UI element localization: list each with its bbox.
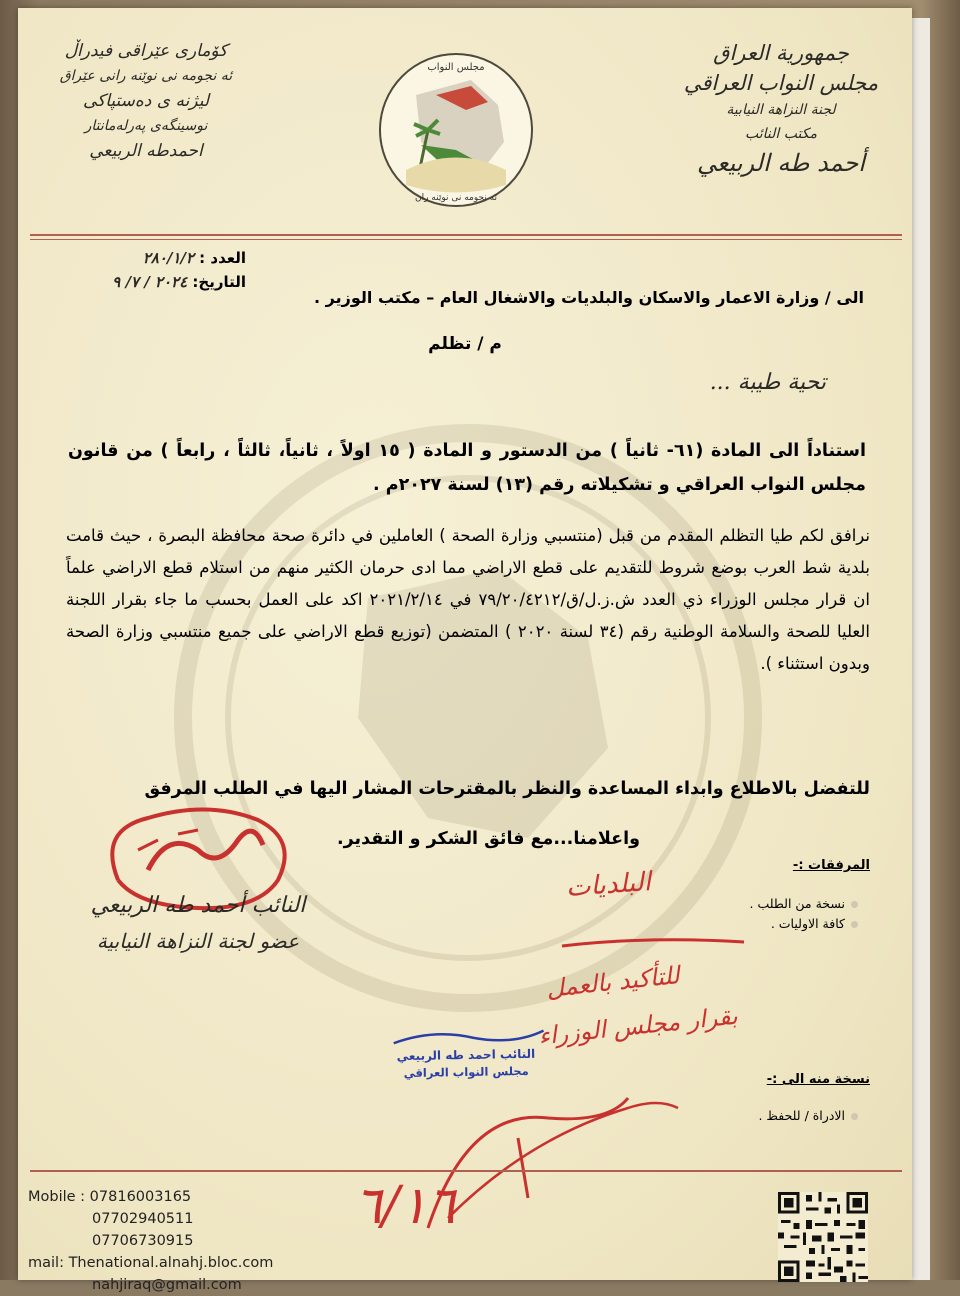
handwritten-date: ٦/١٦ bbox=[354, 1176, 456, 1236]
header-parliament: مجلس النواب العراقي bbox=[683, 71, 879, 95]
header-left-mp-name: احمدطه الربيعي bbox=[89, 141, 203, 161]
request-line-1: للتفضل بالاطلاع وابداء المساعدة والنظر بالمقترحات المشار اليها في الطلب المرفق bbox=[144, 779, 870, 799]
recipient-line: الى / وزارة الاعمار والاسكان والبلديات والاشغال العام – مكتب الوزير . bbox=[314, 288, 864, 307]
body-paragraph: نرافق لكم طيا التظلم المقدم من قبل (منتسبي وزارة الصحة ) العاملين في دائرة صحة محافظة البصرة ، حيث قامت بلدية شط العرب بوضع شروط للتقديم على قطع الاراضي مما ادى حرمان الكثير منهم من استلام قطع الاراضي علماً ان قرار مجلس الوزراء ذي العدد ش.ز.ل/ق/٧٩/٢٠/٤٢١٢ في ٢٠٢١/٢/١٤ اكد على العمل بحسب ما جاء بقرار اللجنة العليا للصحة والسلامة الوطنية رقم (٣٤ لسنة ٢٠٢٠ ) المتضمن (توزيع قطع الاراضي على جميع منتسبي وزارة الصحة وبدون استثناء ). bbox=[66, 526, 870, 673]
date-value: ٢٠٢٤ / ٧/ ٩ bbox=[112, 273, 188, 291]
email-2: nahjiraq@gmail.com bbox=[92, 1277, 242, 1293]
stamp-line-2: مجلس النواب العراقي bbox=[403, 1063, 529, 1081]
header-left-committee: لیژنه ی دەستپاکی bbox=[82, 91, 210, 111]
email-label: mail: bbox=[28, 1255, 64, 1271]
header-mp-name: أحمد طه الربيعي bbox=[697, 149, 865, 177]
logo-bottom-text: ئه نجومه نی نوێنه ران bbox=[414, 193, 498, 203]
legal-basis-paragraph: استناداً الى المادة (٦١- ثانياً ) من الدستور و المادة ( ١٥ اولاً ، ثانياً، ثالثاً ، رابعاً ) من قانون مجلس النواب العراقي و تشكيلاته رقم (١٣) لسنة ٢٠٢٧م . bbox=[68, 441, 866, 495]
header-country: جمهورية العراق bbox=[713, 41, 849, 65]
date-label: التاريخ: bbox=[192, 273, 246, 291]
handwritten-note-3: بقرار مجلس الوزراء bbox=[537, 1001, 739, 1051]
attachments-title: المرفقات :- bbox=[792, 858, 870, 873]
contact-block bbox=[28, 1186, 273, 1296]
reference-block bbox=[46, 246, 246, 294]
header-left-parliament: ئه نجومه نی نوێنه رانی عێراق bbox=[59, 68, 233, 84]
header-left-block bbox=[36, 38, 256, 164]
phone-1: 07816003165 bbox=[89, 1189, 192, 1205]
signatory-name: النائب أحمد طه الربيعي bbox=[90, 893, 306, 918]
attachment-item: كافة الاوليات . bbox=[771, 916, 858, 931]
letter-page bbox=[18, 8, 912, 1293]
footer-rule bbox=[30, 1170, 902, 1172]
signature-block bbox=[88, 888, 308, 958]
greeting: تحية طيبة ... bbox=[709, 370, 826, 395]
header-rule-top bbox=[30, 234, 902, 236]
email-1: Thenational.alnahj.bloc.com bbox=[68, 1255, 274, 1271]
header-committee: لجنة النزاهة النيابية bbox=[726, 102, 836, 118]
header-left-country: كۆماری عێراقی فیدراڵ bbox=[64, 41, 228, 61]
header-left-office: نوسینگەی پەرلەمانتار bbox=[84, 118, 208, 134]
qr-code-icon bbox=[778, 1192, 868, 1282]
phone-2: 07702940511 bbox=[92, 1211, 194, 1227]
header-right-block bbox=[676, 38, 886, 180]
attachment-item: نسخة من الطلب . bbox=[750, 896, 858, 911]
request-line-2: واعلامنا...مع فائق الشكر و التقدير. bbox=[337, 829, 640, 849]
handwritten-note-1: البلديات bbox=[565, 867, 652, 903]
handwritten-note-2: للتأكيد بالعمل bbox=[544, 961, 681, 1003]
note-underline bbox=[558, 934, 748, 954]
parliament-logo bbox=[376, 50, 536, 210]
phone-3: 07706730915 bbox=[92, 1233, 194, 1249]
number-value: ٢٨٠/١/٢ bbox=[142, 249, 194, 267]
copy-to-item: الادراة / للحفظ . bbox=[758, 1108, 858, 1123]
mobile-label: Mobile : bbox=[28, 1189, 86, 1205]
header-office: مكتب النائب bbox=[745, 126, 817, 142]
number-label: العدد : bbox=[199, 249, 246, 267]
copy-to-title: نسخة منه الى :- bbox=[766, 1072, 870, 1087]
stamp-line-1: النائب احمد طه الربيعي bbox=[396, 1046, 536, 1064]
logo-arc-text: مجلس النواب bbox=[427, 62, 485, 73]
stamp-signature bbox=[373, 1024, 557, 1049]
header-rule-bottom bbox=[30, 239, 902, 240]
signatory-title: عضو لجنة النزاهة النيابية bbox=[96, 929, 300, 953]
subject-line: م / تظلم bbox=[428, 334, 502, 354]
